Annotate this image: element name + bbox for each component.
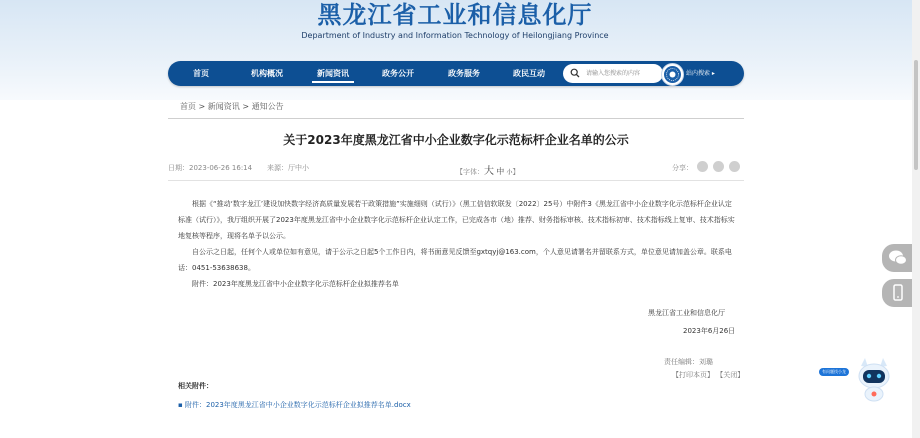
wechat-float-button[interactable] [882, 244, 914, 272]
article-body [178, 196, 738, 292]
article-date: 日期：2023-06-26 16:14 [168, 164, 253, 172]
share-label: 分享： [672, 164, 693, 172]
search-placeholder: 请输入您搜索的内容 [586, 70, 641, 77]
article-title: 关于2023年度黑龙江省中小企业数字化示范标杆企业名单的公示 [283, 133, 629, 147]
font-size-switcher [456, 162, 519, 177]
font-size-large[interactable]: 大 [484, 166, 494, 177]
font-size-label: 【字体： [456, 168, 484, 176]
scrollbar-thumb[interactable] [914, 60, 918, 170]
nav-item-news[interactable]: 新闻资讯 [308, 61, 358, 86]
nav-item-gov-service[interactable]: 政务服务 [448, 69, 480, 78]
font-size-end: 】 [512, 168, 520, 176]
wechat-icon [882, 244, 914, 272]
body-paragraph: 自公示之日起，任何个人或单位如有意见，请于公示之日起5个工作日内，将书面意见反馈至gxtqyj@163.com，个人意见请署名并留联系方式，单位意见请加盖公章。联系电话：0451-53638638。 [178, 248, 732, 272]
nav-item-gov-public[interactable]: 政务公开 [382, 69, 414, 78]
site-subtitle: Department of Industry and Information Technology of Heilongjiang Province [301, 31, 609, 40]
page-tools [672, 370, 744, 380]
attachment-link[interactable]: 附件：2023年度黑龙江省中小企业数字化示范标杆企业拟推荐名单.docx [184, 401, 411, 409]
article-source: 来源：厅中小 [267, 164, 309, 172]
editor-label: 责任编辑：刘璐 [664, 358, 713, 366]
nav-item-interaction[interactable]: 政民互动 [513, 69, 545, 78]
site-search-button[interactable]: 站内搜索 ▸ [686, 70, 715, 77]
attachments-title: 相关附件： [178, 382, 213, 390]
breadcrumb-home[interactable]: 首页 [180, 102, 196, 111]
nav-item-about[interactable]: 机构概况 [251, 69, 283, 78]
body-paragraph: 附件：2023年度黑龙江省中小企业数字化示范标杆企业拟推荐名单 [192, 280, 399, 288]
wechat-icon[interactable] [697, 161, 708, 172]
breadcrumb [180, 101, 284, 112]
signature-date: 2023年6月26日 [683, 327, 736, 335]
site-title: 黑龙江省工业和信息化厅 [317, 1, 593, 29]
divider [168, 180, 744, 181]
mobile-icon [882, 279, 914, 307]
attachment-item [178, 400, 411, 410]
font-size-small[interactable]: 小 [506, 169, 513, 176]
print-button[interactable]: 【打印本页】 [672, 371, 714, 379]
breadcrumb-notice[interactable]: 通知公告 [251, 102, 284, 111]
share-icon[interactable] [729, 161, 740, 172]
breadcrumb-separator: > [198, 102, 206, 111]
search-input[interactable] [563, 64, 663, 83]
breadcrumb-news[interactable]: 新闻资讯 [207, 102, 240, 111]
signature-org: 黑龙江省工业和信息化厅 [648, 309, 725, 317]
emblem-icon [661, 63, 684, 86]
bullet-icon: ▪ [178, 401, 185, 409]
robot-tip: 有问题找小龙 [819, 368, 849, 376]
breadcrumb-separator: > [242, 102, 250, 111]
robot-icon[interactable] [852, 356, 896, 406]
weibo-icon[interactable] [713, 161, 724, 172]
nav-item-home[interactable]: 首页 [193, 69, 209, 78]
body-paragraph: 根据《“推动‘数字龙江’建设加快数字经济高质量发展若干政策措施”实施细则（试行）》（黑工信信软联发〔2022〕25号）中附件3《黑龙江省中小企业数字化示范标杆企业认定标准（试行）》，我厅组织开展了2023年度黑龙江省中小企业数字化示范标杆企业认定工作，已完成各市（地）推荐、财务指标审核、技术指标初审、技术指标线上复审、技术指标实地复核等程序，现将名单予以公示。 [178, 200, 735, 240]
close-button[interactable]: 【关闭】 [716, 371, 745, 379]
search-icon[interactable] [570, 68, 580, 78]
divider [168, 118, 744, 119]
font-size-medium[interactable]: 中 [496, 167, 505, 176]
mobile-float-button[interactable] [882, 279, 914, 307]
